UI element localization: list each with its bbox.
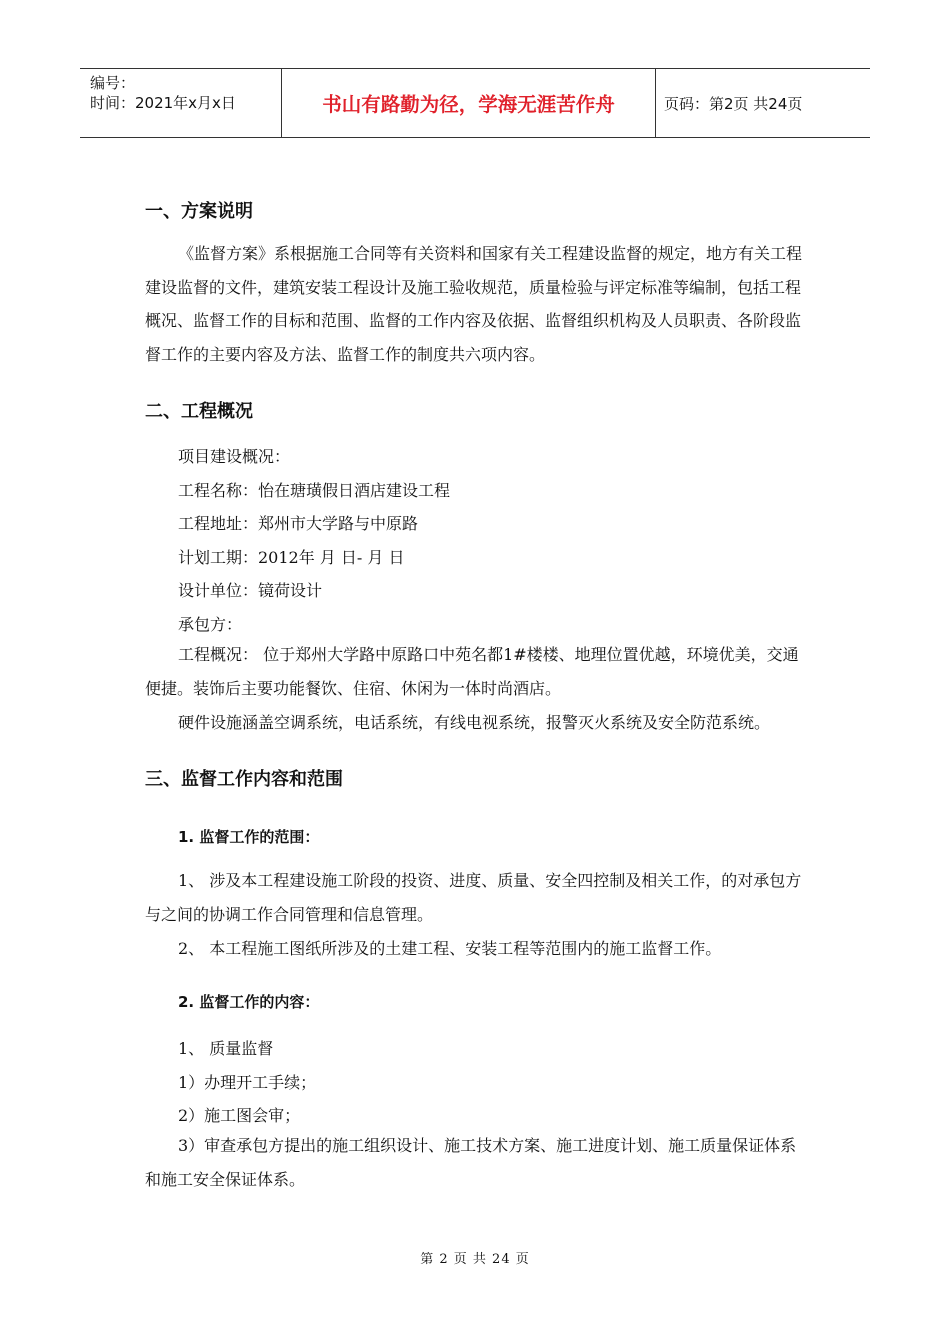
project-line: 设计单位：镜荷设计: [178, 581, 323, 600]
project-line: 项目建设概况：: [178, 447, 291, 466]
content-item: 3）审查承包方提出的施工组织设计、施工技术方案、施工进度计划、施工质量保证体系和施工安全保证体系。: [145, 1136, 797, 1189]
section-3-title: 三、监督工作内容和范围: [145, 769, 343, 790]
section-1-body: 《监督方案》系根据施工合同等有关资料和国家有关工程建设监督的规定，地方有关工程建设监督的文件，建筑安装工程设计及施工验收规范，质量检验与评定标准等编制，包括工程概况、监督工作的目标和范围、监督的工作内容及依据、监督组织机构及人员职责、各阶段监督工作的主要内容及方法、监督工作的制度共六项内容。: [145, 244, 803, 364]
scope-subtitle: 1. 监督工作的范围：: [178, 828, 320, 846]
section-1-title: 一、方案说明: [145, 201, 253, 222]
content-item: 1）办理开工手续；: [178, 1073, 317, 1092]
header-meta: [80, 69, 282, 137]
content-item: 2）施工图会审；: [178, 1106, 301, 1125]
project-hardware: 硬件设施涵盖空调系统，电话系统，有线电视系统，报警灭火系统及安全防范系统。: [178, 713, 771, 732]
project-line: 工程名称：怡在瑭璜假日酒店建设工程: [178, 481, 451, 500]
header-page-info: 页码：第2页 共24页: [664, 94, 803, 113]
content-item: 1、 质量监督: [178, 1039, 274, 1058]
section-2-title: 二、工程概况: [145, 401, 253, 422]
scope-item-1: 1、 涉及本工程建设施工阶段的投资、进度、质量、安全四控制及相关工作，的对承包方与之间的协调工作合同管理和信息管理。: [145, 871, 802, 924]
project-line: 工程地址：郑州市大学路与中原路: [178, 514, 419, 533]
content-subtitle: 2. 监督工作的内容：: [178, 993, 320, 1011]
page-header: [80, 68, 870, 138]
project-line: 计划工期：2012年 月 日- 月 日: [178, 548, 405, 567]
header-motto: 书山有路勤为径，学海无涯苦作舟: [282, 69, 656, 137]
time-label: 时间：2021年x月x日: [90, 94, 236, 112]
number-label: 编号：: [90, 74, 136, 92]
scope-item-2: 2、 本工程施工图纸所涉及的土建工程、安装工程等范围内的施工监督工作。: [178, 939, 722, 958]
project-line: 承包方：: [178, 615, 243, 634]
project-overview: 工程概况： 位于郑州大学路中原路口中苑名都1#楼楼、地理位置优越，环境优美，交通便捷。装饰后主要功能餐饮、住宿、休闲为一体时尚酒店。: [145, 645, 799, 698]
page-footer: 第 2 页 共 24 页: [420, 1252, 530, 1267]
